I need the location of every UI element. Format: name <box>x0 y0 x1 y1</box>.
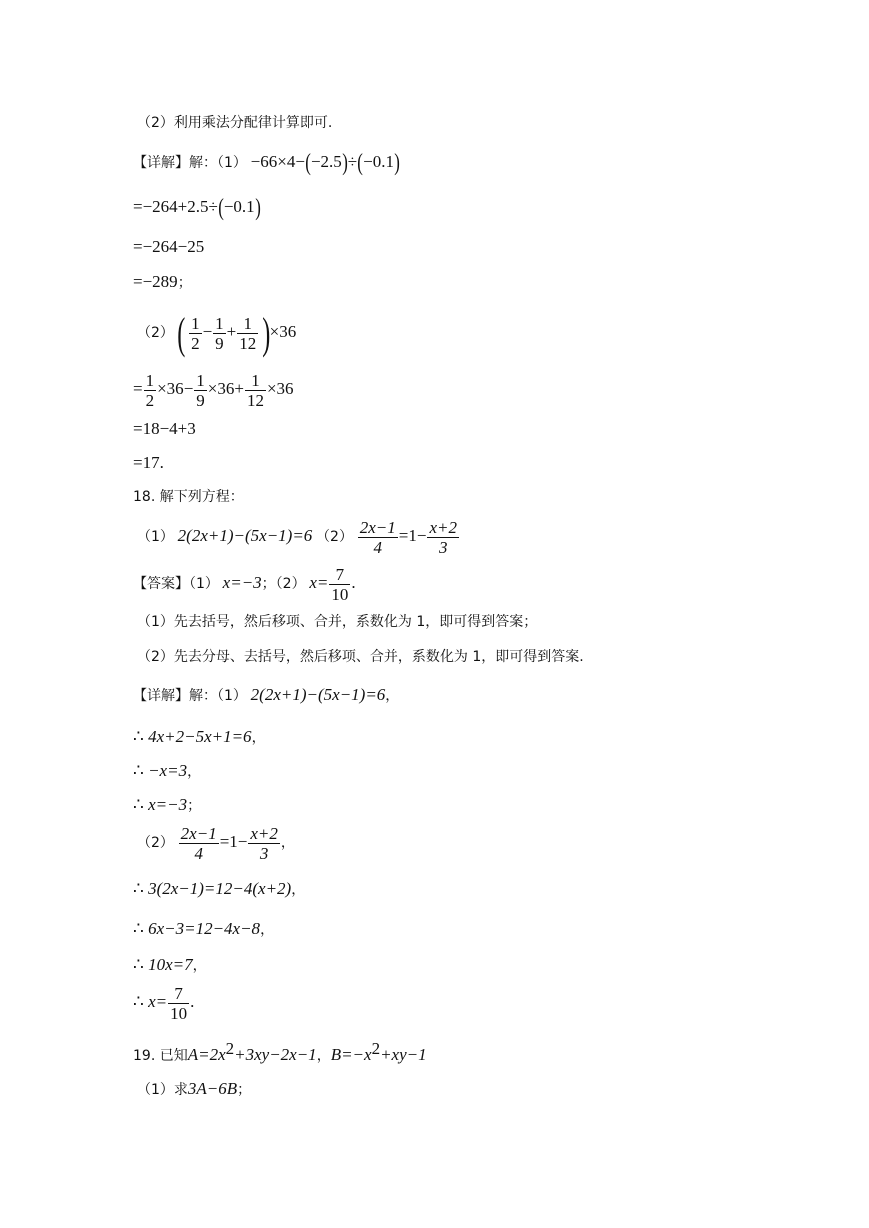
question-18-title: 18. 解下列方程： <box>133 489 244 505</box>
part2-label: （2） <box>137 325 174 341</box>
step-2: =−264−25 <box>133 237 205 256</box>
step-18-2: ∴ −x=3， <box>133 761 202 780</box>
detail-line-1 <box>133 151 400 175</box>
detail-tag: 【详解】 <box>133 154 189 171</box>
solution-label: 解： <box>189 154 217 171</box>
answer-line: 【答案】（1） x=−3；（2） x= $\frac{7}{10}$ . <box>133 565 356 605</box>
detail-line-18: 【详解】解：（1） 2(2x+1)−(5x−1)=6， <box>133 685 400 704</box>
step-6: =18−4+3 <box>133 419 196 438</box>
step-3: =−289； <box>133 272 192 291</box>
part2-expression: （2） ( $\frac{1}{2}$ − $\frac{1}{9}$ + $\frac{1}{12}$ )×36 <box>137 308 297 358</box>
expr-part1: −66×4−(−2.5)÷(−0.1) <box>250 150 400 176</box>
step-18-6: ∴ 10x=7， <box>133 955 207 974</box>
question-19-title: 19. 已知$A=2x^2+3xy-2x-1$，$B=-x^2+xy-1$ <box>133 1039 427 1064</box>
step-18-1: ∴ 4x+2−5x+1=6， <box>133 727 266 746</box>
step-18-5: ∴ 6x−3=12−4x−8， <box>133 919 275 938</box>
step-18-7: ∴ x= $\frac{7}{10}$ . <box>133 983 195 1023</box>
step-18-4: ∴ 3(2x−1)=12−4(x+2)， <box>133 879 306 898</box>
part1-label: （1） <box>217 154 247 171</box>
step-7: =17. <box>133 453 164 472</box>
hint-line-part2: （2）利用乘法分配律计算即可. <box>137 115 333 131</box>
question-18-equations: （1） 2(2x+1)−(5x−1)=6 （2） $\frac{2x-1}{4}$ =1− $\frac{x+2}{3}$ <box>137 518 457 558</box>
step-5: = $\frac{1}{2}$ ×36− $\frac{1}{9}$ ×36+ $\frac{1}{12}$ ×36 <box>133 370 294 410</box>
question-19-part1: （1）求3A−6B； <box>137 1079 252 1098</box>
step-18-3: ∴ x=−3； <box>133 795 202 814</box>
step-18-part2: （2） $\frac{2x-1}{4}$ =1− $\frac{x+2}{3}$ ， <box>137 824 295 864</box>
hint-2: （2）先去分母、去括号，然后移项、合并，系数化为 1，即可得到答案. <box>137 649 584 665</box>
answer-tag: 【答案】 <box>133 576 189 592</box>
step-1: =−264+2.5÷(−0.1) <box>133 195 261 221</box>
equation-1: 2(2x+1)−(5x−1)=6 <box>177 526 313 545</box>
hint-1: （1）先去括号，然后移项、合并，系数化为 1，即可得到答案； <box>137 614 538 630</box>
